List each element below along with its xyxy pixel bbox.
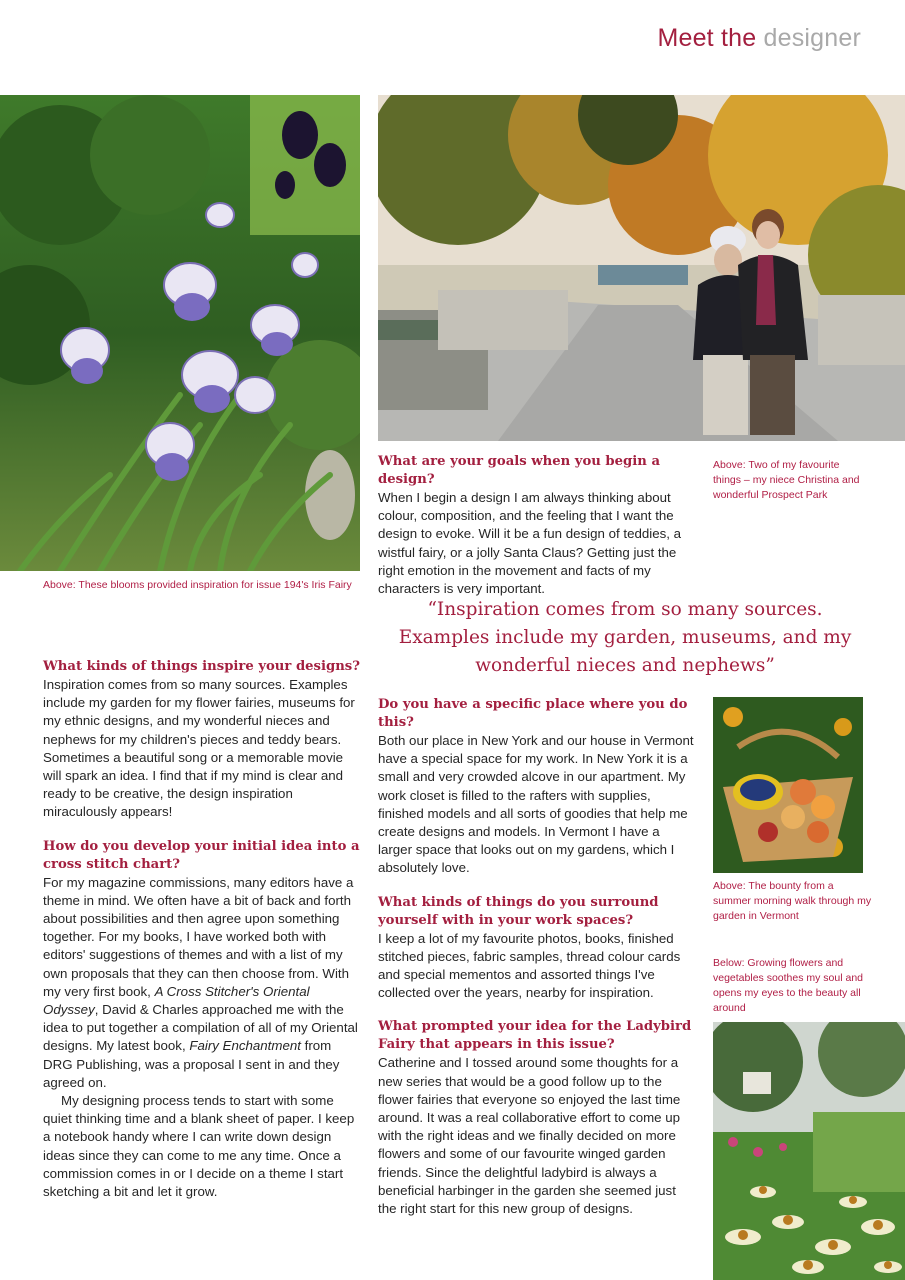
answer-surround: I keep a lot of my favourite photos, books, finished stitched pieces, fabric samples, thread colour cards and special mementos and assorted things I've collected over the years, nearby for inspiration. xyxy=(378,930,681,1001)
fruit-basket-photo xyxy=(713,697,863,873)
caption-growing: Below: Growing flowers and vegetables soothes my soul and opens my eyes to the beauty all around xyxy=(713,957,864,1014)
surround-section xyxy=(378,894,696,1003)
answer-develop-text-3: from DRG Publishing, was a proposal I sent in and they agreed on. xyxy=(43,1038,340,1090)
fruit-basket-image xyxy=(713,697,863,873)
prospect-park-image xyxy=(378,95,905,441)
book-title-oriental-odyssey: A Cross Stitcher's Oriental Odyssey xyxy=(43,983,310,1018)
goals-section xyxy=(378,453,690,598)
question-goals: What are your goals when you begin a design? xyxy=(378,454,660,487)
pull-quote: “Inspiration comes from so many sources. Examples include my garden, museums, and my wonderful nieces and nephews” xyxy=(398,599,852,676)
right-column-lower xyxy=(378,696,696,1234)
answer-inspire: Inspiration comes from so many sources. Examples include my garden for my flower fairies, museums for my ethnic designs, and my wonderful nieces and nephews for my children's pieces and teddy bears. Sometimes a beautiful song or a memorable movie will spark an idea. I find that if my mind is clear and ready to be creative, the design inspiration miraculously appears! xyxy=(43,677,355,820)
answer-ladybird: Catherine and I tossed around some thoughts for a new series that would be a good follow up to the flower fairies that everyone so enjoyed the last time around. It was a real collaborative effort to come up with the right ideas and we finally decided on more flowers and some of our favourite winged garden friends. Since the delightful ladybird is always a beneficial harbinger in the garden she seemed just the right start for this new group of designs. xyxy=(378,1055,681,1217)
ladybird-section xyxy=(378,1018,696,1218)
answer-develop-para2: My designing process tends to start with some quiet thinking time and a blank sheet of paper. I keep a notebook handy where I can write down design ideas since they can come to me any time. Once a commission comes in or I decide on a theme I start sketching a bit and let it grow. xyxy=(43,1093,355,1200)
header-meet-the: Meet the xyxy=(657,24,757,52)
book-title-fairy-enchantment: Fairy Enchantment xyxy=(189,1038,301,1054)
place-section xyxy=(378,696,696,878)
answer-develop-text-1: For my magazine commissions, many editors have a theme in mind. We often have a bit of back and forth about possibilities and then agree upon something together. For my books, I have worked both with editors' suggestions of themes and with a list of my own proposals that they can then choose from. With my very first book, xyxy=(43,874,354,999)
iris-flowers-image xyxy=(0,95,360,571)
develop-section xyxy=(43,838,361,1202)
answer-develop-text-2: , David & Charles approached me with the idea to put together a compilation of all of my Oriental designs. My latest book, xyxy=(43,1002,358,1054)
left-column xyxy=(43,658,361,1217)
caption-bounty: Above: The bounty from a summer morning walk through my garden in Vermont xyxy=(713,880,872,922)
caption-park: Above: Two of my favourite things – my niece Christina and wonderful Prospect Park xyxy=(713,459,860,501)
question-place: Do you have a specific place where you do this? xyxy=(378,697,688,730)
park-photo xyxy=(378,95,905,441)
question-ladybird: What prompted your idea for the Ladybird Fairy that appears in this issue? xyxy=(378,1019,692,1053)
garden-photo xyxy=(713,1022,905,1280)
answer-goals: When I begin a design I am always thinking about colour, composition, and the feeling that I want the design to evoke. Will it be a fun design of teddies, a wistful fairy, or a jolly Santa Claus? Getting just the right emotion in the movement and facts of my characters is very important. xyxy=(378,490,682,597)
caption-iris: Above: These blooms provided inspiration for issue 194's Iris Fairy xyxy=(43,579,352,591)
answer-develop xyxy=(43,874,361,1092)
header-designer: designer xyxy=(763,24,861,52)
page-header xyxy=(657,24,861,53)
question-surround: What kinds of things do you surround yourself with in your work spaces? xyxy=(378,894,659,928)
garden-flowers-image xyxy=(713,1022,905,1280)
iris-photo xyxy=(0,95,360,571)
question-develop: How do you develop your initial idea into a cross stitch chart? xyxy=(43,838,360,872)
question-inspire: What kinds of things inspire your designs? xyxy=(43,659,360,674)
inspire-section xyxy=(43,658,361,822)
answer-place: Both our place in New York and our house in Vermont have a special space for my work. In New York it is a small and very crowded alcove in our apartment. My work closet is filled to the rafters with supplies, finished models and all sorts of goodies that help me create designs and models. In Vermont I have a larger space that looks out on my gardens, which I absolutely love. xyxy=(378,733,694,876)
